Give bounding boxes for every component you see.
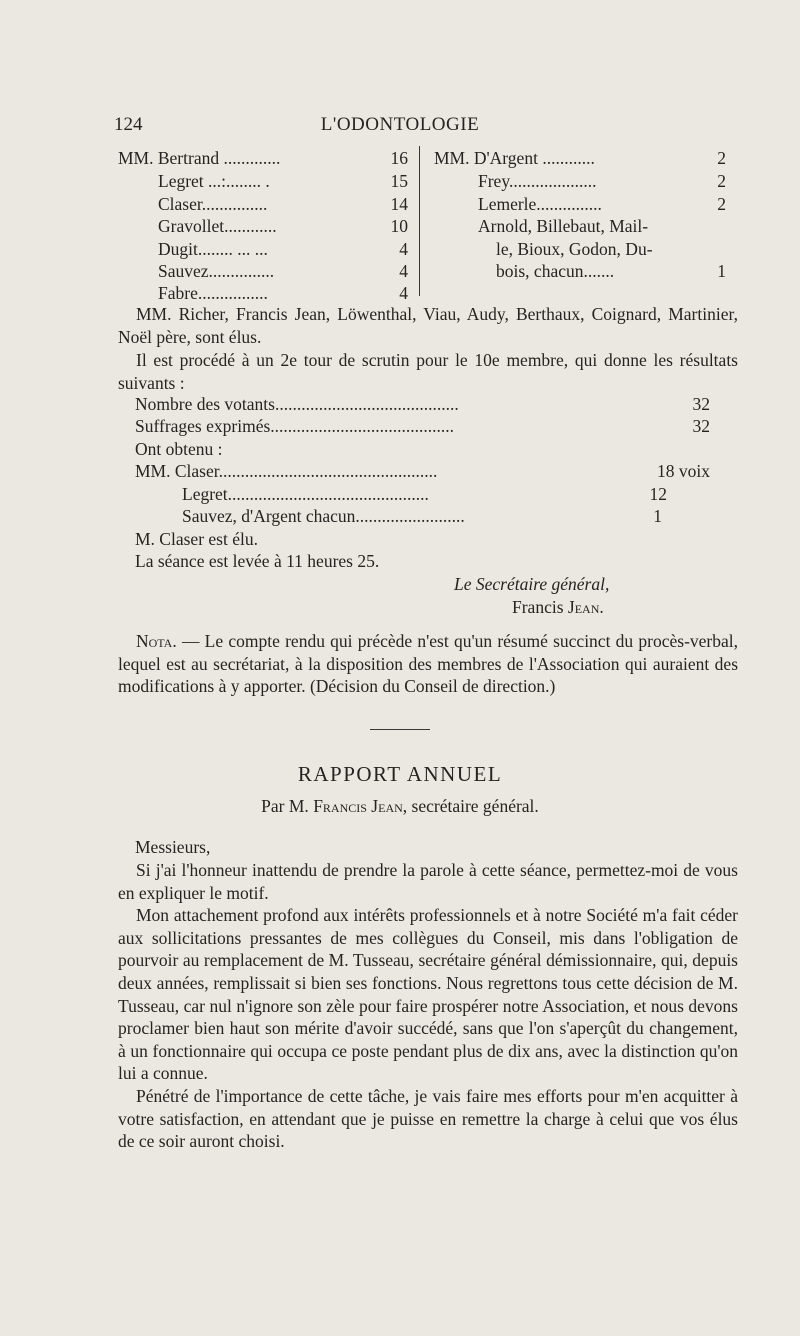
byline-prefix: Par M.	[261, 796, 314, 816]
vote-count: 10	[390, 216, 408, 236]
candidate-name: Sauvez...............	[158, 261, 275, 281]
signature-name	[512, 597, 604, 618]
table-row	[478, 216, 726, 238]
vote-count: 2	[717, 194, 726, 214]
table-row	[118, 148, 408, 170]
candidate-name: Fabre................	[158, 283, 268, 303]
report-byline	[0, 796, 800, 817]
candidate-name: Claser...............	[158, 194, 268, 214]
nota-label: Nota.	[136, 631, 177, 651]
running-title: L'ODONTOLOGIE	[320, 114, 480, 135]
candidate-name: Sauvez, d'Argent chacun.........................	[182, 506, 465, 526]
vote-count: 12	[649, 484, 667, 504]
nota-text: — Le compte rendu qui précède n'est qu'un résumé succinct du procès-verbal, lequel est au secrétariat, à la disposition des membres de l'Association qui auraient des modifications à y apporter. (Décision du Conseil de direction.)	[118, 631, 738, 697]
vote-count: 1	[717, 261, 726, 281]
report-body	[118, 859, 738, 1153]
table-row	[434, 148, 726, 170]
list-item	[135, 394, 710, 416]
byline-name: Francis Jean	[313, 796, 403, 816]
candidate-name: MM. Claser..................................................	[135, 461, 438, 481]
table-row	[496, 239, 726, 261]
candidate-name: Gravollet............	[158, 216, 277, 236]
vote-count: 16	[390, 148, 408, 168]
table-row	[496, 261, 726, 283]
section-title: RAPPORT ANNUEL	[297, 762, 503, 786]
table-row	[478, 171, 726, 193]
voters-label: Nombre des votants..........................................	[135, 394, 459, 414]
candidate-name: le, Bioux, Godon, Du-	[496, 239, 653, 259]
vote-count: 4	[399, 261, 408, 281]
candidate-name: bois, chacun.......	[496, 261, 615, 281]
candidate-name: Lemerle...............	[478, 194, 602, 214]
vote-count: 4	[399, 283, 408, 303]
section-divider	[370, 729, 430, 730]
report-paragraph-3: Pénétré de l'importance de cette tâche, je vais faire mes efforts pour m'en acquitter à votre satisfaction, en attendant que je puisse en remettre la charge à celui que vos élus de ce soir auront choisi.	[118, 1085, 738, 1152]
candidate-name: MM. Bertrand .............	[118, 148, 281, 168]
byline-suffix: , secrétaire général.	[402, 796, 539, 816]
table-row	[158, 194, 408, 216]
candidate-name: Legret ...:........ .	[158, 171, 270, 191]
vote-count: 2	[717, 148, 726, 168]
vote-count: 2	[717, 171, 726, 191]
table-row	[478, 194, 726, 216]
candidate-name: Frey....................	[478, 171, 597, 191]
table-row	[182, 506, 662, 528]
elected-line: M. Claser est élu.	[135, 529, 258, 549]
table-row	[158, 283, 408, 305]
nota-paragraph	[118, 630, 738, 698]
candidate-name: Legret..............................................	[182, 484, 429, 504]
column-divider	[419, 146, 420, 296]
second-round-paragraph	[118, 349, 738, 394]
vote-count: 18 voix	[657, 461, 710, 481]
elected-paragraph	[118, 303, 738, 348]
table-row	[135, 461, 710, 483]
vote-count: 14	[390, 194, 408, 214]
signature-first-name: Francis	[512, 597, 564, 617]
expressed-value: 32	[692, 416, 710, 436]
table-row	[158, 261, 408, 283]
table-row	[158, 239, 408, 261]
page-number: 124	[114, 114, 143, 135]
vote-count: 4	[399, 239, 408, 259]
vote-count: 15	[390, 171, 408, 191]
expressed-label: Suffrages exprimés..........................................	[135, 416, 455, 436]
report-paragraph-1: Si j'ai l'honneur inattendu de prendre la parole à cette séance, permettez-moi de vous en expliquer le motif.	[118, 860, 738, 903]
vote-count: 1	[653, 506, 662, 526]
salutation: Messieurs,	[135, 837, 211, 857]
closing-line: La séance est levée à 11 heures 25.	[135, 551, 380, 571]
signature-role: Le Secrétaire général,	[454, 574, 610, 594]
report-paragraph-2: Mon attachement profond aux intérêts professionnels et à notre Société m'a fait céder aux sollicitations pressantes de mes collègues du Conseil, mis dans l'obligation de pourvoir au remplacement de M. Tusseau, secrétaire général démissionnaire, qui, depuis deux années, remplissait si bien ses fonctions. Nous regrettons tous cette décision de M. Tusseau, car nul n'ignore son zèle pour faire prospérer notre Association, et nous devons proclamer bien haut son mérite d'avoir succédé, sans que l'on s'aperçût du changement, à un fonctionnaire qui occupa ce poste pendant plus de dix ans, avec la distinction qu'on lui a connue.	[118, 905, 738, 1084]
candidate-name: MM. D'Argent ............	[434, 148, 595, 168]
table-row	[158, 171, 408, 193]
table-row	[182, 484, 667, 506]
candidate-name: Arnold, Billebaut, Mail-	[478, 216, 649, 236]
voters-value: 32	[692, 394, 710, 414]
signature-last-name: Jean.	[567, 597, 604, 617]
obtained-label: Ont obtenu :	[135, 439, 223, 459]
paragraph-text: Il est procédé à un 2e tour de scrutin pour le 10e membre, qui donne les résultats suivants :	[118, 350, 738, 393]
table-row	[158, 216, 408, 238]
paragraph-text: MM. Richer, Francis Jean, Löwenthal, Viau, Audy, Berthaux, Coignard, Martinier, Noël père, sont élus.	[118, 304, 738, 347]
list-item	[135, 416, 710, 438]
candidate-name: Dugit........ ... ...	[158, 239, 268, 259]
